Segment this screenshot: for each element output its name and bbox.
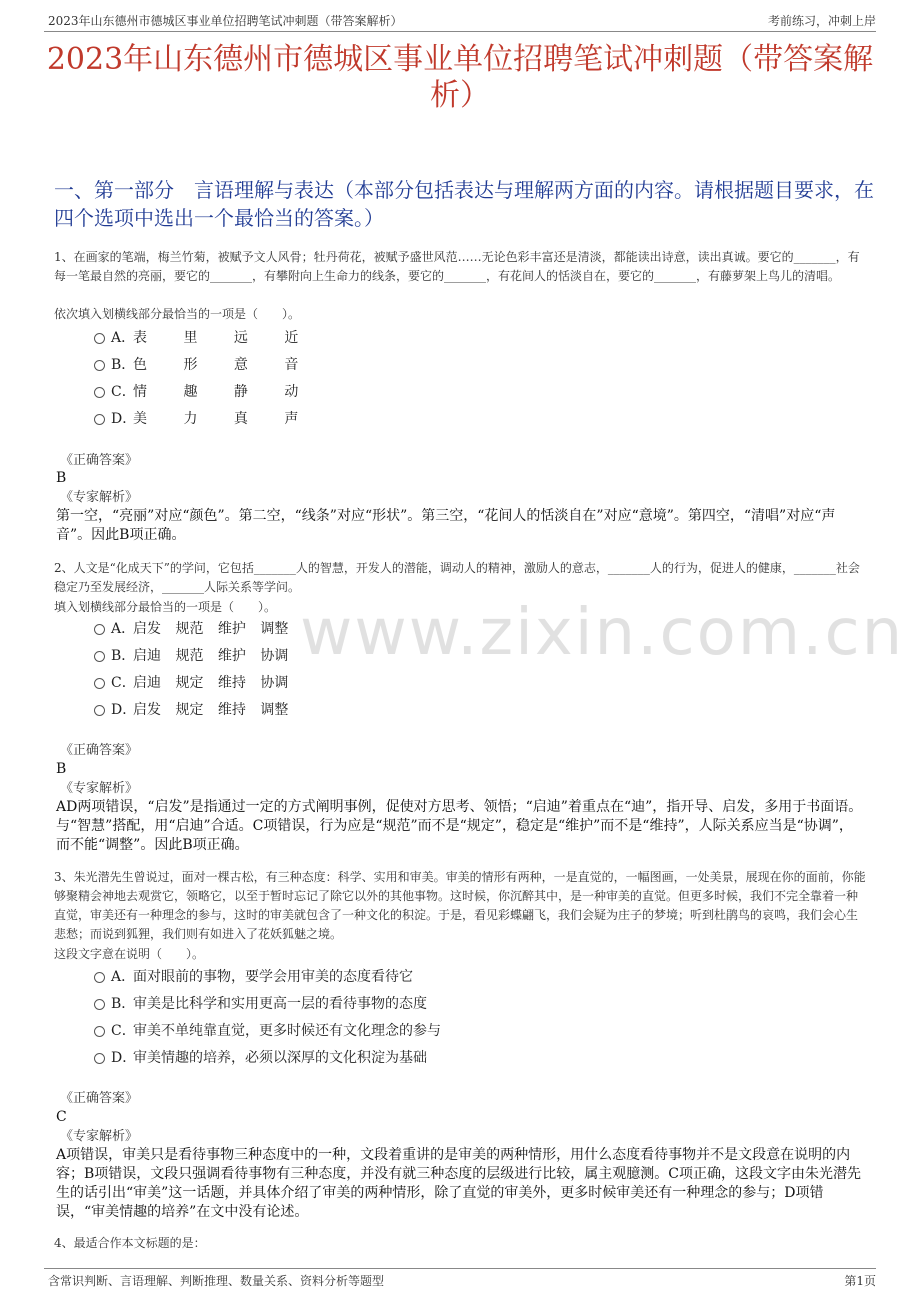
radio-icon[interactable]	[94, 1026, 105, 1037]
radio-icon[interactable]	[94, 678, 105, 689]
question-2-answer-label: 《正确答案》	[60, 743, 139, 758]
footer-divider	[44, 1268, 876, 1269]
radio-icon[interactable]	[94, 414, 105, 425]
question-2-analysis-label: 《专家解析》	[60, 781, 139, 796]
question-2-stem: 2、人文是“化成天下”的学问，它包括_______人的智慧，开发人的潜能，调动人的精神，激励人的意志，_______人的行为，促进人的健康，_______社会稳定乃至发展经济，_______人际关系等学问。	[54, 561, 860, 594]
radio-icon[interactable]	[94, 333, 105, 344]
question-3-answer-label: 《正确答案》	[60, 1091, 139, 1106]
question-2-option-b[interactable]: B．启迪 规范 维护 协调	[94, 647, 288, 665]
question-1-option-b[interactable]: B．色 形 意 音	[94, 356, 314, 374]
radio-icon[interactable]	[94, 972, 105, 983]
header-divider	[44, 31, 876, 32]
radio-icon[interactable]	[94, 651, 105, 662]
question-1-prompt: 依次填入划横线部分最恰当的一项是（ ）。	[54, 307, 301, 321]
question-3-answer: C	[56, 1109, 67, 1125]
question-1-analysis: 第一空，“亮丽”对应“颜色”。第二空，“线条”对应“形状”。第三空，“花间人的恬淡自在”对应“意境”。第四空，“清唱”对应“声音”。因此B项正确。	[56, 508, 836, 543]
question-2-option-a[interactable]: A．启发 规范 维护 调整	[94, 620, 288, 638]
question-3-option-c[interactable]: C．审美不单纯靠直觉，更多时候还有文化理念的参与	[94, 1022, 441, 1040]
question-2-option-d[interactable]: D．启发 规定 维持 调整	[94, 701, 288, 719]
question-2-option-c[interactable]: C．启迪 规定 维持 协调	[94, 674, 288, 692]
question-1-answer: B	[56, 470, 67, 486]
footer-note: 含常识判断、言语理解、判断推理、数量关系、资料分析等题型	[48, 1274, 385, 1288]
radio-icon[interactable]	[94, 387, 105, 398]
question-1-stem: 1、在画家的笔端，梅兰竹菊，被赋予文人风骨；牡丹荷花，被赋予盛世风范……无论色彩丰富还是清淡，都能读出诗意，读出真诚。要它的_______，有每一笔最自然的亮丽，要它的_______，有攀附向上生命力的线条，要它的_______，有花间人的恬淡自在，要它的_______，有藤萝架上鸟儿的清唱。	[54, 250, 860, 283]
section-heading: 一、第一部分 言语理解与表达（本部分包括表达与理解两方面的内容。请根据题目要求，在四个选项中选出一个最恰当的答案。）	[54, 178, 874, 230]
watermark: www.zixin.com.cn	[300, 596, 905, 670]
radio-icon[interactable]	[94, 999, 105, 1010]
question-1-option-d[interactable]: D．美 力 真 声	[94, 410, 314, 428]
question-3-option-b[interactable]: B．审美是比科学和实用更高一层的看待事物的态度	[94, 995, 427, 1013]
question-3-analysis-label: 《专家解析》	[60, 1129, 139, 1144]
question-3-option-a[interactable]: A．面对眼前的事物，要学会用审美的态度看待它	[94, 968, 413, 986]
question-1-analysis-label: 《专家解析》	[60, 490, 139, 505]
radio-icon[interactable]	[94, 705, 105, 716]
question-3-analysis: A项错误，审美只是看待事物三种态度中的一种，文段着重讲的是审美的两种情形，用什么态度看待事物并不是文段意在说明的内容；B项错误，文段只强调看待事物有三种态度，并没有就三种态度的层级进行比较，属主观臆测。C项正确，这段文字由朱光潜先生的话引出“审美”这一话题，并具体介绍了审美的两种情形，除了直觉的审美外，更多时候审美还有一种理念的参与；D项错误，“审美情趣的培养”在文中没有论述。	[56, 1147, 861, 1220]
page-number: 第1页	[844, 1274, 876, 1288]
page-title: 2023年山东德州市德城区事业单位招聘笔试冲刺题（带答案解析）	[46, 42, 874, 113]
question-3-stem: 3、朱光潜先生曾说过，面对一棵古松，有三种态度：科学、实用和审美。审美的情形有两种，一是直觉的，一幅图画，一处美景，展现在你的面前，你能够聚精会神地去观赏它，领略它，以至于暂时忘记了除它以外的其他事物。这时候，你沉醉其中，是一种审美的直觉。但更多时候，我们不完全靠着一种直觉，审美还有一种理念的参与，这时的审美就包含了一种文化的积淀。于是，看见彩蝶翩飞，我们会疑为庄子的梦境；听到杜鹃鸟的哀鸣，我们会心生悲愁；而说到狐狸，我们则有如进入了花妖狐魅之境。	[54, 870, 866, 941]
question-1-answer-label: 《正确答案》	[60, 453, 139, 468]
radio-icon[interactable]	[94, 360, 105, 371]
question-2-prompt: 填入划横线部分最恰当的一项是（ ）。	[54, 600, 277, 614]
question-1-option-c[interactable]: C．情 趣 静 动	[94, 383, 314, 401]
radio-icon[interactable]	[94, 1053, 105, 1064]
header-doc-title: 2023年山东德州市德城区事业单位招聘笔试冲刺题（带答案解析）	[48, 14, 403, 28]
question-3-prompt: 这段文字意在说明（ ）。	[54, 947, 205, 961]
question-2-answer: B	[56, 761, 67, 777]
radio-icon[interactable]	[94, 624, 105, 635]
question-1-option-a[interactable]: A．表 里 远 近	[94, 329, 314, 347]
question-3-option-d[interactable]: D．审美情趣的培养，必须以深厚的文化积淀为基础	[94, 1049, 427, 1067]
header-slogan: 考前练习，冲刺上岸	[767, 14, 876, 28]
question-4-stem: 4、最适合作本文标题的是：	[54, 1236, 206, 1250]
question-2-analysis: AD两项错误，“启发”是指通过一定的方式阐明事例，促使对方思考、领悟；“启迪”着重点在“迪”，指开导、启发，多用于书面语。与“智慧”搭配，用“启迪”合适。C项错误，行为应是“规范”而不是“规定”，稳定是“维护”而不是“维持”，人际关系应当是“协调”，而不能“调整”。因此B项正确。	[56, 799, 863, 853]
